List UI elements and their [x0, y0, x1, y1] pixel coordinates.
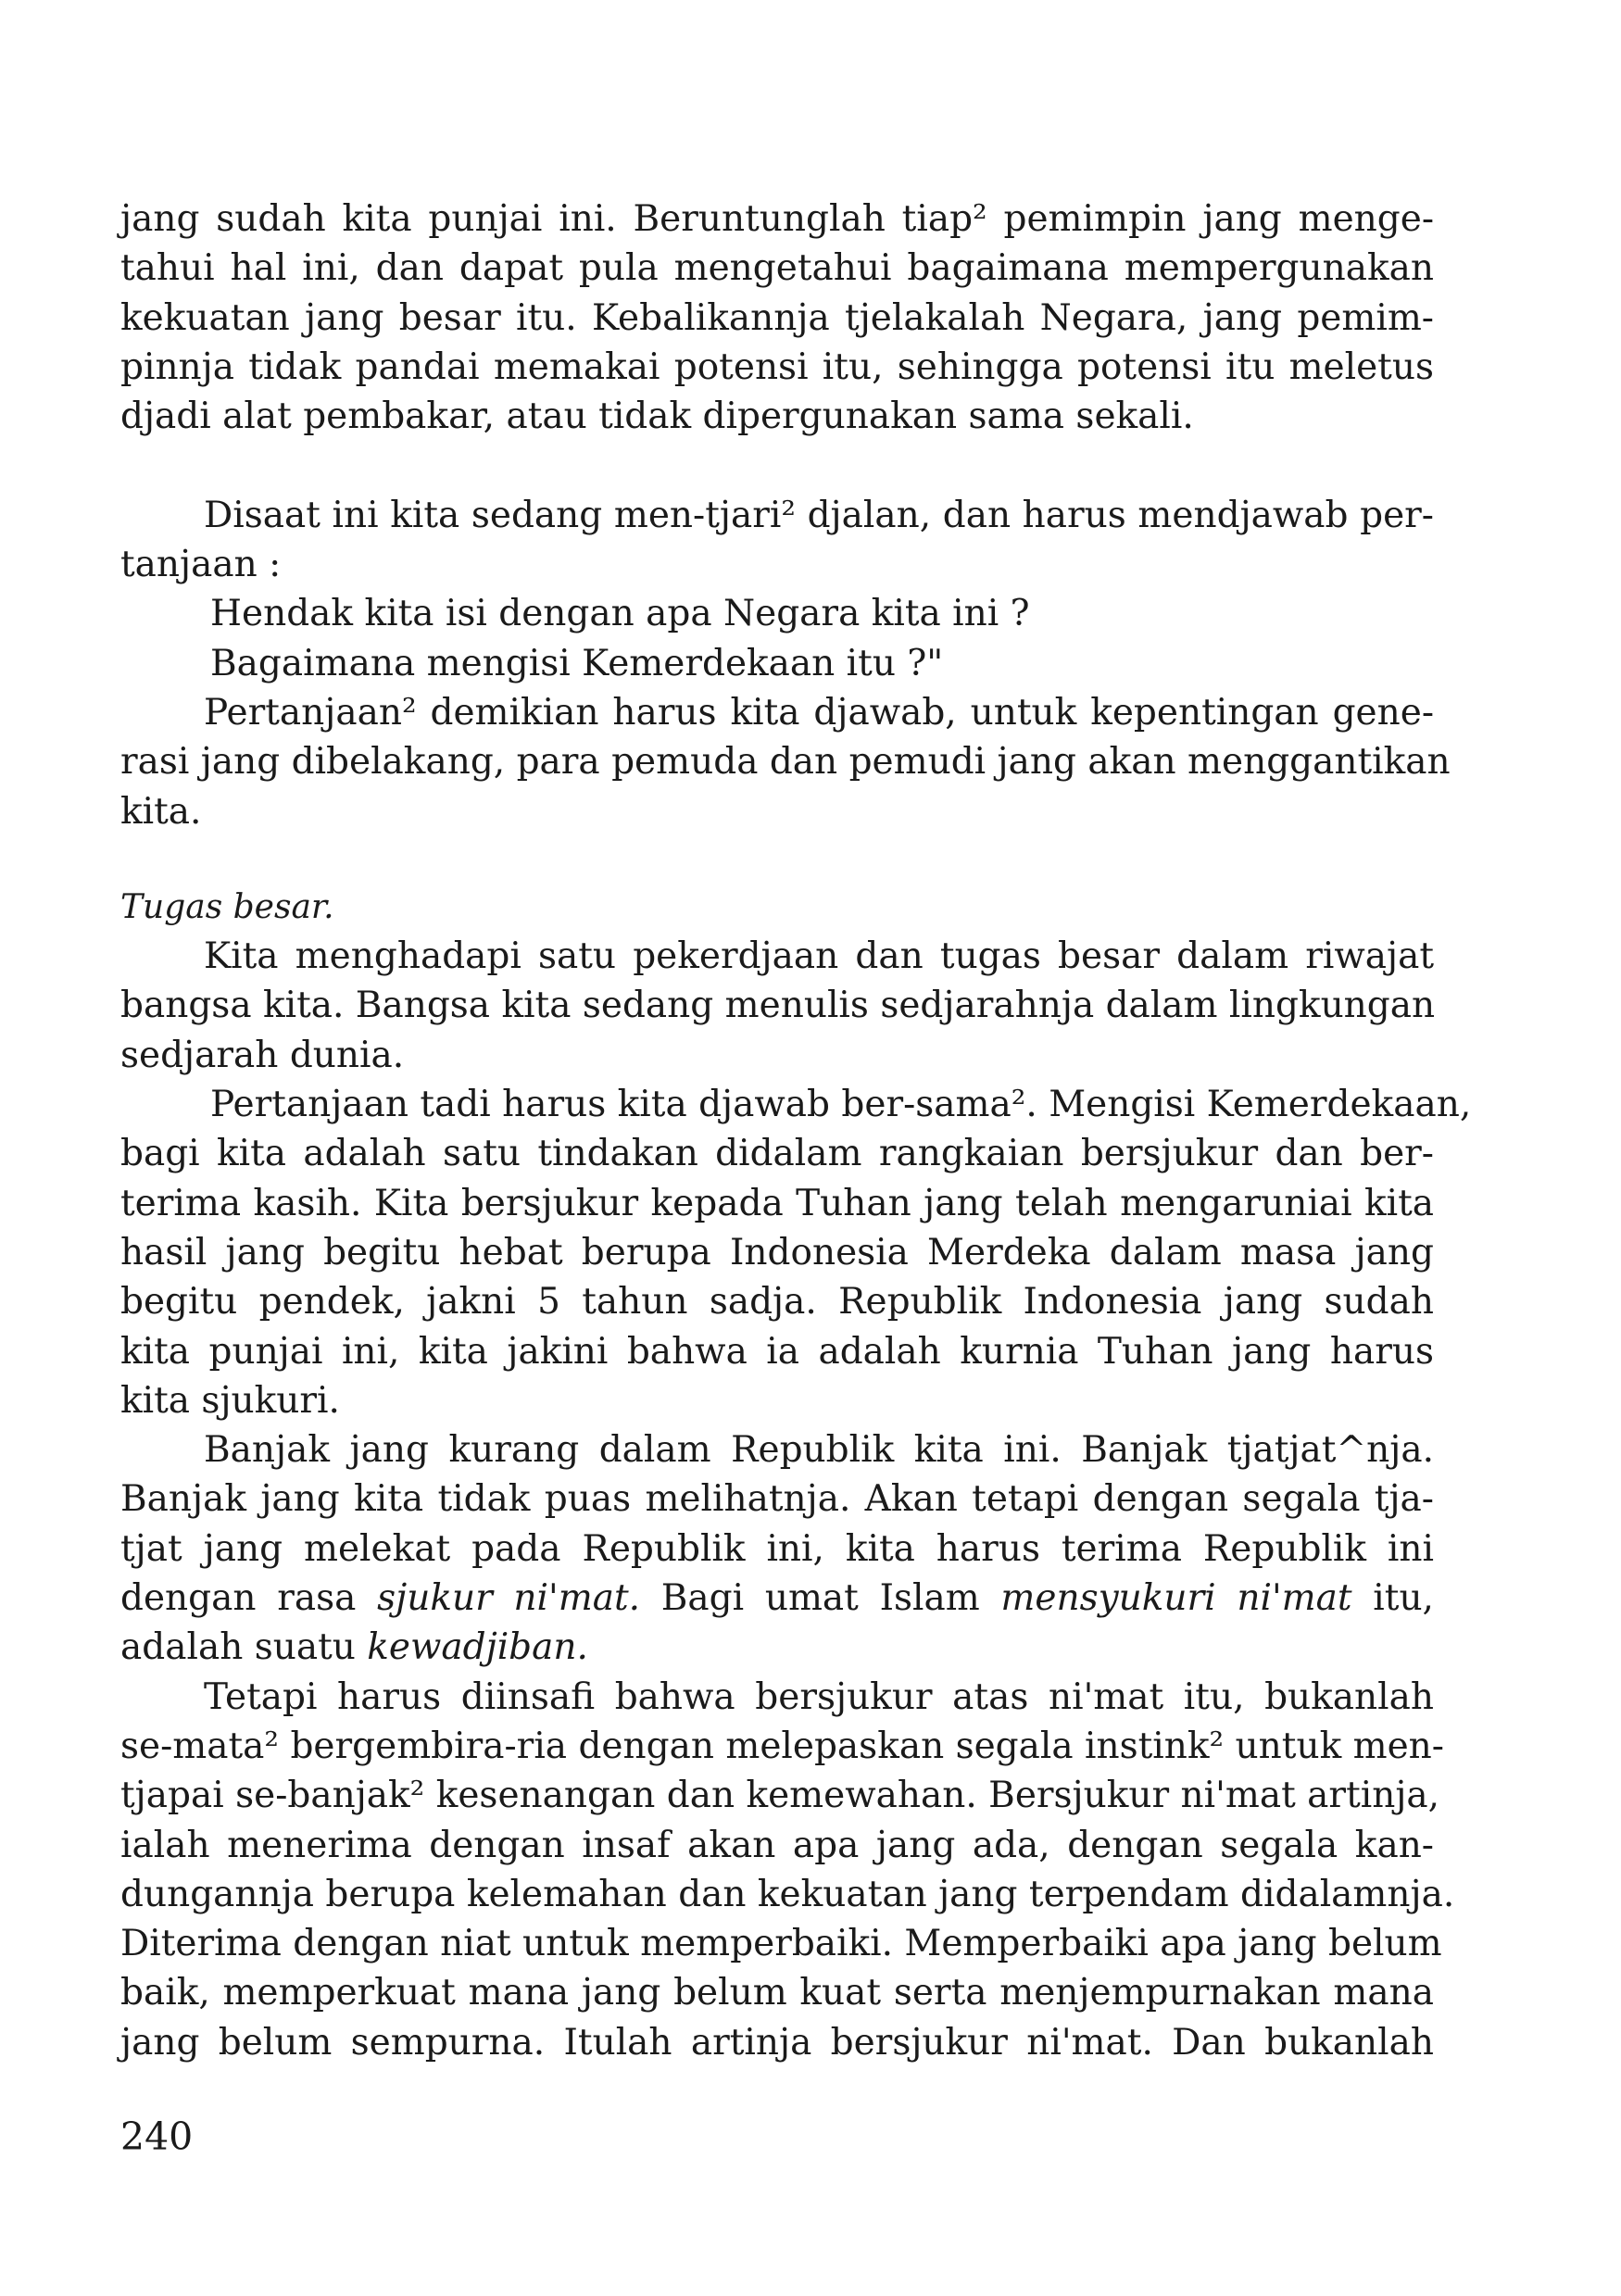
italic-run: mensyukuri ni'mat [1000, 1577, 1352, 1620]
text-line: bagi kita adalah satu tindakan didalam rangkaian bersjukur dan ber- [120, 1133, 1434, 1175]
text-line: hasil jang begitu hebat berupa Indonesia Merdeka dalam masa jang [120, 1231, 1434, 1273]
intro-paragraph [120, 194, 1434, 441]
text-run: dengan rasa [120, 1577, 357, 1620]
paragraph-gap [120, 836, 1434, 883]
text-line: ialah menerima dengan insaf akan apa jang ada, dengan segala kan- [120, 1824, 1434, 1866]
text-line: kita sjukuri. [120, 1379, 340, 1422]
text-line: Kita menghadapi satu pekerdjaan dan tugas besar dalam riwajat [204, 935, 1434, 978]
text-line: Diterima dengan niat untuk memperbaiki. Memperbaiki apa jang belum [120, 1923, 1442, 1965]
text-line: Disaat ini kita sedang men-tjari² djalan, dan harus mendjawab per- [204, 494, 1434, 536]
text-line: se-mata² bergembira-ria dengan melepaskan segala instink² untuk men- [120, 1725, 1444, 1767]
question-line: Bagaimana mengisi Kemerdekaan itu ?" [210, 642, 944, 684]
italic-run: kewadjiban. [367, 1626, 588, 1669]
text-line: bangsa kita. Bangsa kita sedang menulis sedjarahnja dalam lingkungan [120, 985, 1436, 1027]
text-run: adalah suatu [120, 1626, 356, 1669]
text-line: terima kasih. Kita bersjukur kepada Tuhan jang telah mengaruniai kita [120, 1182, 1434, 1224]
text-line: tanjaan : [120, 544, 282, 586]
text-run: Bagi umat Islam [660, 1577, 980, 1620]
question-paragraph [120, 491, 1451, 836]
text-line [120, 1623, 1434, 1672]
paragraph-gap [120, 441, 1434, 490]
text-line: Banjak jang kurang dalam Republik kita ini. Banjak tjatjat^nja. [204, 1429, 1434, 1472]
text-line: djadi alat pembakar, atau tidak dipergunakan sama sekali. [120, 395, 1194, 438]
text-line: sedjarah dunia. [120, 1034, 405, 1076]
section-paragraph-2 [120, 1080, 1472, 1425]
text-line: rasi jang dibelakang, para pemuda dan pemudi jang akan menggantikan [120, 741, 1451, 784]
text-line: tjapai se-banjak² kesenangan dan kemewahan. Bersjukur ni'mat artinja, [120, 1775, 1440, 1817]
section-paragraph-1 [120, 932, 1434, 1080]
text-line: Tetapi harus diinsafi bahwa bersjukur atas ni'mat itu, bukanlah [204, 1675, 1434, 1718]
text-line: Pertanjaan² demikian harus kita djawab, untuk kepentingan gene- [204, 691, 1434, 734]
question-line: Hendak kita isi dengan apa Negara kita ini ? [210, 593, 1030, 635]
text-line: tjat jang melekat pada Republik ini, kita harus terima Republik ini [120, 1527, 1434, 1570]
text-line: kita punjai ini, kita jakini bahwa ia adalah kurnia Tuhan jang harus [120, 1330, 1434, 1373]
page-number: 240 [120, 2114, 194, 2159]
text-line: begitu pendek, jakni 5 tahun sadja. Republik Indonesia jang sudah [120, 1281, 1434, 1324]
text-line: kekuatan jang besar itu. Kebalikannja tjelakalah Negara, jang pemim- [120, 296, 1434, 339]
text-line: jang belum sempurna. Itulah artinja bersjukur ni'mat. Dan bukanlah [120, 2021, 1434, 2064]
text-line: pinnja tidak pandai memakai potensi itu, sehingga potensi itu meletus [120, 345, 1434, 388]
text-line: kita. [120, 790, 202, 833]
italic-run: sjukur ni'mat. [377, 1577, 641, 1620]
text-line: Banjak jang kita tidak puas melihatnja. Akan tetapi dengan segala tja- [120, 1478, 1434, 1521]
section-paragraph-4 [120, 1673, 1455, 2067]
text-line: jang sudah kita punjai ini. Beruntunglah tiap² pemimpin jang menge- [120, 198, 1434, 240]
text-run: itu, [1373, 1577, 1434, 1620]
page-body [120, 194, 1472, 2067]
text-line: tahui hal ini, dan dapat pula mengetahui bagaimana mempergunakan [120, 247, 1434, 290]
text-line: Pertanjaan tadi harus kita djawab ber-sama². Mengisi Kemerdekaan, [210, 1084, 1472, 1126]
section-heading: Tugas besar. [120, 887, 334, 926]
text-line [120, 1574, 1434, 1623]
text-line: baik, memperkuat mana jang belum kuat serta menjempurnakan mana [120, 1972, 1434, 2014]
section-paragraph-3 [120, 1425, 1434, 1672]
text-line: dungannja berupa kelemahan dan kekuatan jang terpendam didalamnja. [120, 1873, 1455, 1915]
